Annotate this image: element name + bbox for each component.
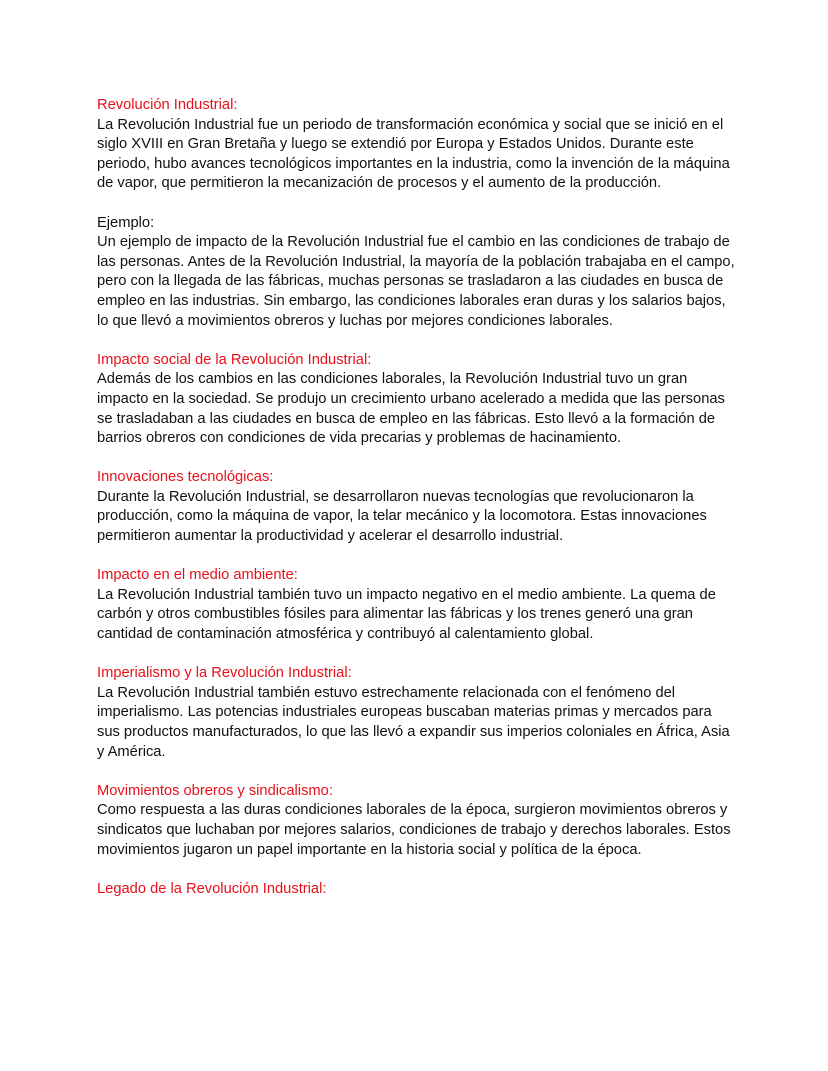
section-heading: Ejemplo:: [97, 214, 155, 231]
section-imperialismo: [97, 664, 737, 762]
section-body: La Revolución Industrial fue un periodo de transformación económica y social que se inició en el siglo XVIII en Gran Bretaña y luego se extendió por Europa y Estados Unidos. Durante este periodo, hubo avances tecnológicos importantes en la industria, como la invención de la máquina de vapor, que permitieron la mecanización de procesos y el aumento de la producción.: [97, 116, 730, 192]
section-heading: Impacto en el medio ambiente:: [97, 567, 298, 584]
section-medio-ambiente: [97, 566, 737, 644]
section-body: Durante la Revolución Industrial, se desarrollaron nuevas tecnologías que revolucionaron la producción, como la máquina de vapor, la telar mecánico y la locomotora. Estas innovaciones permitieron aumentar la productividad y acelerar el desarrollo industrial.: [97, 488, 707, 545]
section-heading: Impacto social de la Revolución Industrial:: [97, 351, 372, 368]
document-page: [97, 96, 737, 919]
section-heading: Innovaciones tecnológicas:: [97, 469, 274, 486]
section-heading: Legado de la Revolución Industrial:: [97, 880, 327, 897]
section-movimientos-obreros: [97, 782, 737, 860]
section-heading: Imperialismo y la Revolución Industrial:: [97, 665, 352, 682]
section-body: La Revolución Industrial también tuvo un impacto negativo en el medio ambiente. La quema de carbón y otros combustibles fósiles para alimentar las fábricas y los trenes generó una gran cantidad de contaminación atmosférica y contribuyó al calentamiento global.: [97, 586, 716, 643]
section-body: La Revolución Industrial también estuvo estrechamente relacionada con el fenómeno del imperialismo. Las potencias industriales europeas buscaban materias primas y mercados para sus productos manufacturados, lo que las llevó a expandir sus imperios coloniales en África, Asia y América.: [97, 684, 730, 760]
section-revolucion-industrial: [97, 96, 737, 194]
section-innovaciones: [97, 468, 737, 546]
section-legado: [97, 880, 737, 900]
section-impacto-social: [97, 351, 737, 449]
section-body: Como respuesta a las duras condiciones laborales de la época, surgieron movimientos obreros y sindicatos que luchaban por mejores salarios, condiciones de trabajo y derechos laborales. Estos movimientos jugaron un papel importante en la historia social y política de la época.: [97, 802, 731, 858]
section-body: Además de los cambios en las condiciones laborales, la Revolución Industrial tuvo un gran impacto en la sociedad. Se produjo un crecimiento urbano acelerado a medida que las personas se trasladaban a las ciudades en busca de empleo en las fábricas. Esto llevó a la formación de barrios obreros con condiciones de vida precarias y problemas de hacinamiento.: [97, 371, 725, 447]
section-body: Un ejemplo de impacto de la Revolución Industrial fue el cambio en las condiciones de trabajo de las personas. Antes de la Revolución Industrial, la mayoría de la población trabajaba en el campo, pero con la llegada de las fábricas, muchas personas se trasladaron a las ciudades en busca de empleo en las industrias. Sin embargo, las condiciones laborales eran duras y los salarios bajos, lo que llevó a movimientos obreros y luchas por mejores condiciones laborales.: [97, 234, 735, 329]
section-heading: Movimientos obreros y sindicalismo:: [97, 782, 333, 799]
section-heading: Revolución Industrial:: [97, 97, 238, 113]
section-ejemplo: [97, 214, 737, 332]
